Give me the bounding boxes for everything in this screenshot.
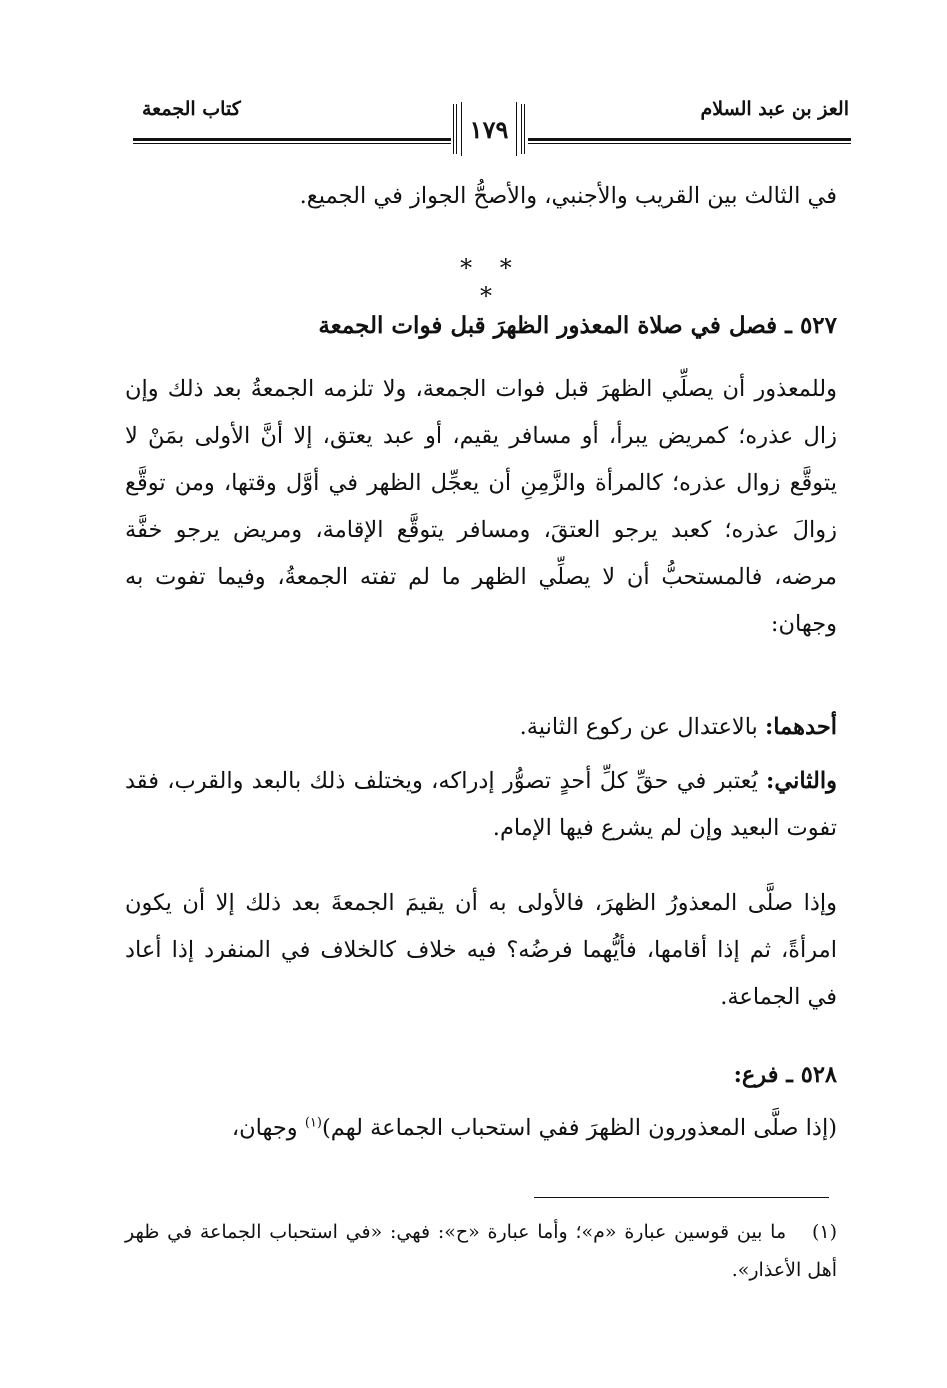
footnote-number: (١) (811, 1221, 837, 1243)
section-separator: * * * (460, 254, 522, 310)
opinion-first (520, 714, 837, 740)
header-rule-thin-right (528, 143, 851, 144)
footnote-separator (534, 1197, 829, 1198)
branch-text-main: (إذا صلَّى المعذورون الظهرَ ففي استحباب الجماعة لهم) (321, 1115, 837, 1141)
footnote-text: ما بين قوسين عبارة «م»؛ وأما عبارة «ح»: فهي: «في استحباب الجماعة في ظهر أهل الأعذار». (125, 1221, 837, 1281)
section-title: ٥٢٧ ـ فصل في صلاة المعذور الظهرَ قبل فوات الجمعة (318, 312, 837, 339)
branch-title: ٥٢٨ ـ فرع: (733, 1062, 837, 1088)
footnote-reference: (١) (304, 1115, 322, 1131)
branch-text (232, 1115, 837, 1141)
header-rule-left (133, 138, 451, 141)
opinion-second (125, 758, 837, 852)
header-author: العز بن عبد السلام (700, 98, 849, 120)
paragraph-repeat: وإذا صلَّى المعذورُ الظهرَ، فالأولى به أن يقيمَ الجمعةَ بعد ذلك إلا أن يكون امرأةً، ثم إذا أقامها، فأيُّهما فرضُه؟ فيه خلاف كالخلاف في المنفرد إذا أعاد في الجماعة. (125, 890, 837, 1010)
carry-over-line: في الثالث بين القريب والأجنبي، والأصحُّ الجواز في الجميع. (299, 183, 837, 209)
header-book-title: كتاب الجمعة (142, 98, 241, 120)
opinion-first-text: بالاعتدال عن ركوع الثانية. (519, 714, 758, 740)
opinion-second-text: يُعتبر في حقِّ كلِّ أحدٍ تصوُّر إدراكه، ويختلف ذلك بالبعد والقرب، فقد تفوت البعيد وإن لم يشرع فيها الإمام. (125, 768, 837, 841)
paragraph-main: وللمعذور أن يصلِّي الظهرَ قبل فوات الجمعة، ولا تلزمه الجمعةُ بعد ذلك وإن زال عذره؛ كمريض يبرأ، أو مسافر يقيم، أو عبد يعتق، إلا أنَّ الأولى بمَنْ لا يتوقَّع زوال عذره؛ كالمرأة والزَّمِنِ أن يعجِّل الظهر في أوَّل وقتها، ومن توقَّع زوالَ عذره؛ كعبد يرجو العتقَ، ومسافر يتوقَّع الإقامة، ومريض يرجو خفَّة مرضه، فالمستحبُّ أن لا يصلِّي الظهر ما لم تفته الجمعةُ، وفيما تفوت به وجهان: (125, 376, 837, 637)
page-number-text: ١٧٩ (469, 114, 509, 144)
header-rule-right (528, 138, 851, 141)
opinion-second-label: والثاني: (766, 768, 837, 794)
header-rule-thin-left (133, 143, 451, 144)
page-number (453, 104, 525, 154)
opinion-first-label: أحدهما: (764, 714, 837, 740)
footnote (125, 1213, 837, 1289)
branch-text-end: وجهان، (231, 1115, 305, 1141)
